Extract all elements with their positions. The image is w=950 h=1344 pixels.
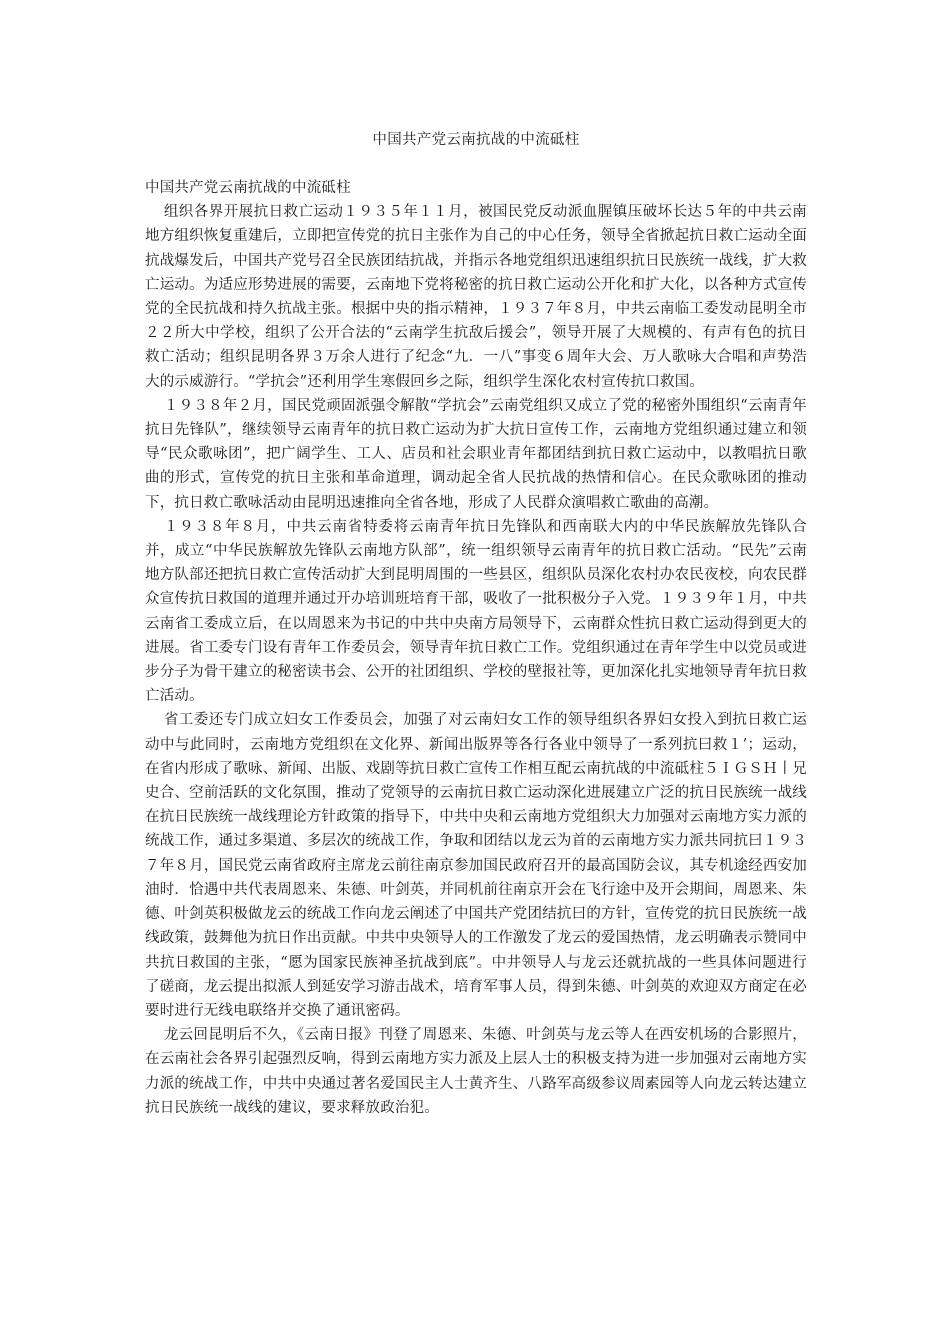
paragraph-3: １９３８年８月，中共云南省特委将云南青年抗日先锋队和西南联大内的中华民族解放先锋队合并，成立“中华民族解放先锋队云南地方队部”，统一组织领导云南青年的抗日救亡活动。“民先”云南地方队部还把抗日救亡宣传活动扩大到昆明周围的一些县区，组织队员深化农村办农民夜校，向农民群众宣传抗日救国的道理并通过开办培训班培育干部，吸收了一批积极分子入党。１９３９年１月，中共云南省工委成立后，在以周恩来为书记的中共中央南方局领导下，云南群众性抗日救亡运动得到更大的进展。省工委专门设有青年工作委员会，领导青年抗日救亡工作。党组织通过在青年学生中以党员或进步分子为骨干建立的秘密读书会、公开的社团组织、学校的壁报社等，更加深化扎实地领导青年抗日救亡活动。 xyxy=(145,518,807,705)
paragraph-4: 省工委还专门成立妇女工作委员会，加强了对云南妇女工作的领导组织各界妇女投入到抗日救亡运动中与此同时，云南地方党组织在文化界、新闻出版界等各行各业中领导了一系列抗曰救１’；运动，在省内形成了歌咏、新闻、出版、戏剧等抗日救亡宣传工作相互配云南抗战的中流砥柱５ＩＧＳＨ丨兄史合、空前活跃的文化氛围，推动了党领导的云南抗日救亡运动深化进展建立广泛的抗日民族统一战线在抗日民族统一战线理论方针政策的指导下，中共中央和云南地方党组织大力加强对云南地方实力派的统战工作，通过多渠道、多层次的统战工作，争取和团结以龙云为首的云南地方实力派共同抗曰１９３７年８月，国民党云南省政府主席龙云前往南京参加国民政府召开的最高国防会议，其专机途经西安加油时．恰遇中共代表周恩来、朱德、叶剑英，并同机前往南京开会在飞行途中及开会期间，周恩来、朱德、叶剑英积极做龙云的统战工作向龙云阐述了中国共产党团结抗曰的方针，宣传党的抗日民族统一战线政策，鼓舞他为抗日作出贡献。中共中央领导人的工作激发了龙云的爱国热情，龙云明确表示赞同中共抗日救国的主张，“愿为国家民族神圣抗战到底”。中井领导人与龙云还就抗战的一些具体问题进行了磋商，龙云提出拟派人到延安学习游击战术，培育军事人员，得到朱德、叶剑英的欢迎双方商定在必要时进行无线电联络并交换了通讯密码。 xyxy=(145,712,807,1019)
paragraph-2: １９３８年２月，国民党顽固派强令解散“学抗会”云南党组织又成立了党的秘密外围组织“云南青年抗日先锋队”，继续领导云南青年的抗日救亡运动为扩大抗日宣传工作，云南地方党组织通过建立和领导“民众歌咏团”，把广阔学生、工人、店员和社会职业青年都团结到抗日救亡运动中，以教唱抗日歌曲的形式，宣传党的抗日主张和革命道理，调动起全省人民抗战的热情和信心。在民众歌咏团的推动下，抗日救亡歌咏活动由昆明迅速推向全省各地，形成了人民群众演唱救亡歌曲的高潮。 xyxy=(145,397,807,511)
paragraph-5: 龙云回昆明后不久，《云南日报》刊登了周恩来、朱德、叶剑英与龙云等人在西安机场的合影照片，在云南社会各界引起强烈反响，得到云南地方实力派及上层人士的积极支持为进一步加强对云南地方实力派的统战工作，中共中央通过著名爱国民主人士黄齐生、八路军高级参议周素园等人向龙云转达建立抗日民族统一战线的建议，要求释放政治犯。 xyxy=(145,1027,807,1116)
document-title: 中国共产党云南抗战的中流砥柱 xyxy=(372,132,580,148)
document-subtitle: 中国共产党云南抗战的中流砥柱 xyxy=(145,180,351,196)
document-body xyxy=(145,176,807,1120)
paragraph-1: 组织各界开展抗日救亡运动１９３５年１１月，被国民党反动派血腥镇压破坏长达５年的中共云南地方组织恢复重建后，立即把宣传党的抗日主张作为自己的中心任务，领导全省掀起抗日救亡运动全面抗战爆发后，中国共产党号召全民族团结抗战，并指示各地党组织迅速组织抗日民族统一战线，扩大救亡运动。为适应形势进展的需要，云南地下党将秘密的抗日救亡运动公开化和扩大化，以各种方式宣传党的全民抗战和持久抗战主张。根据中央的指示精神，１９３７年８月，中共云南临工委发动昆明全市２２所大中学校，组织了公开合法的“云南学生抗敌后援会”，领导开展了大规模的、有声有色的抗日救亡活动；组织昆明各界３万余人进行了纪念“九．一八”事变６周年大会、万人歌咏大合唱和声势浩大的示威游行。“学抗会”还利用学生寒假回乡之际，组织学生深化农村宣传抗口救国。 xyxy=(145,204,807,390)
